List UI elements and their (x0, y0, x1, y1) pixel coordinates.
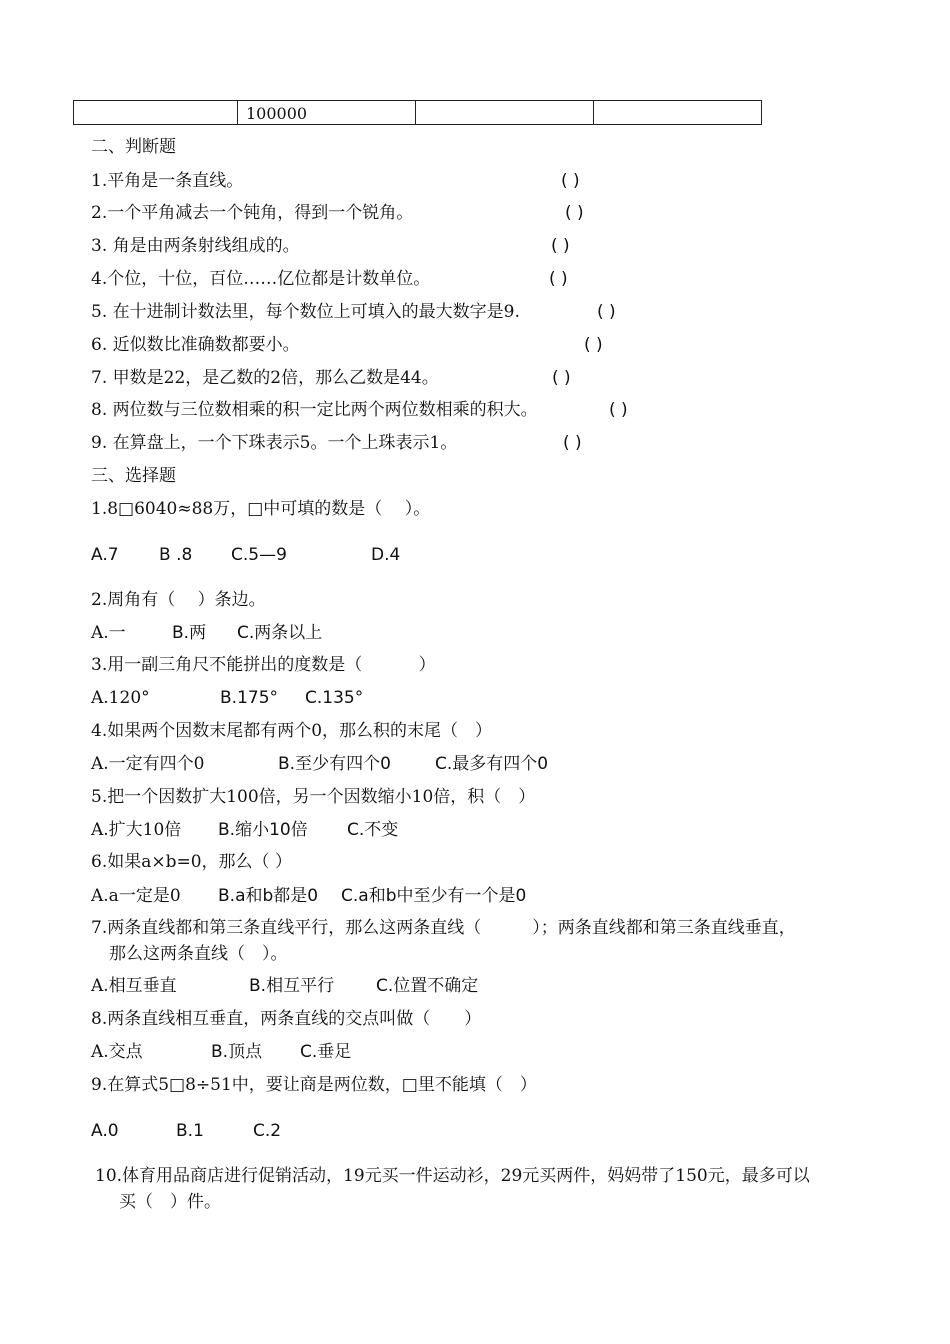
option-c[interactable]: C.不变 (347, 820, 399, 840)
option-b[interactable]: B.相互平行 (249, 976, 335, 996)
option-c[interactable]: C.a和b中至少有一个是0 (341, 886, 527, 906)
option-b[interactable]: B.顶点 (211, 1042, 263, 1062)
question-7-continued: 那么这两条直线（ ）。 (109, 944, 288, 964)
answer-blank[interactable]: ( ) (561, 171, 580, 191)
option-a[interactable]: A.一定有四个0 (91, 754, 205, 774)
question-10: 10.体育用品商店进行促销活动，19元买一件运动衫，29元买两件，妈妈带了150元，最多可以 (95, 1166, 810, 1186)
question-8: 8.两条直线相互垂直，两条直线的交点叫做（ ） (91, 1009, 482, 1029)
option-a[interactable]: A.a一定是0 (91, 886, 181, 906)
answer-blank[interactable]: ( ) (551, 236, 570, 256)
section-title-choice: 三、选择题 (91, 466, 176, 486)
question-7: 7.两条直线都和第三条直线平行，那么这两条直线（ ）；两条直线都和第三条直线垂直， (91, 918, 796, 938)
judgement-item: 7. 甲数是22，是乙数的2倍，那么乙数是44。 (91, 368, 439, 388)
answer-blank[interactable]: ( ) (552, 368, 571, 388)
option-a[interactable]: A.7 (91, 545, 119, 565)
option-a[interactable]: A.相互垂直 (91, 976, 177, 996)
table-cell (74, 101, 238, 124)
question-2: 2.周角有（ ）条边。 (91, 590, 266, 610)
option-c[interactable]: C.垂足 (300, 1042, 352, 1062)
answer-blank[interactable]: ( ) (597, 302, 616, 322)
option-b[interactable]: B .8 (159, 545, 193, 565)
option-b[interactable]: B.1 (176, 1121, 204, 1141)
judgement-item: 6. 近似数比准确数都要小。 (91, 335, 300, 355)
option-c[interactable]: C.2 (253, 1121, 282, 1141)
question-9: 9.在算式5□8÷51中，要让商是两位数，□里不能填（ ） (91, 1075, 537, 1095)
answer-blank[interactable]: ( ) (584, 335, 603, 355)
option-a[interactable]: A.扩大10倍 (91, 820, 182, 840)
answer-blank[interactable]: ( ) (609, 400, 628, 420)
question-6: 6.如果a×b=0，那么（ ） (91, 852, 292, 872)
answer-blank[interactable]: ( ) (563, 433, 582, 453)
option-c[interactable]: C.最多有四个0 (435, 754, 549, 774)
option-a[interactable]: A.0 (91, 1121, 119, 1141)
option-b[interactable]: B.缩小10倍 (218, 820, 308, 840)
question-1: 1.8□6040≈88万，□中可填的数是（ ）。 (91, 499, 431, 519)
table-cell: 100000 (238, 101, 416, 124)
question-5: 5.把一个因数扩大100倍，另一个因数缩小10倍，积（ ） (91, 787, 536, 807)
option-c[interactable]: C.135° (305, 688, 364, 708)
answer-table (73, 100, 762, 125)
judgement-item: 2.一个平角减去一个钝角，得到一个锐角。 (91, 203, 414, 223)
option-b[interactable]: B.两 (172, 623, 207, 643)
judgement-item: 8. 两位数与三位数相乘的积一定比两个两位数相乘的积大。 (91, 400, 538, 420)
section-title-judgement: 二、判断题 (91, 137, 176, 157)
option-c[interactable]: C.5—9 (231, 545, 287, 565)
judgement-item: 4.个位，十位，百位……亿位都是计数单位。 (91, 269, 431, 289)
question-10-continued: 买（ ）件。 (119, 1192, 221, 1212)
option-b[interactable]: B.a和b都是0 (218, 886, 319, 906)
judgement-item: 5. 在十进制计数法里，每个数位上可填入的最大数字是9. (91, 302, 520, 322)
option-b[interactable]: B.至少有四个0 (278, 754, 391, 774)
judgement-item: 9. 在算盘上，一个下珠表示5。一个上珠表示1。 (91, 433, 458, 453)
option-c[interactable]: C.位置不确定 (376, 976, 479, 996)
option-a[interactable]: A.一 (91, 623, 126, 643)
table-cell (416, 101, 594, 124)
answer-blank[interactable]: ( ) (565, 203, 584, 223)
option-b[interactable]: B.175° (220, 688, 279, 708)
judgement-item: 3. 角是由两条射线组成的。 (91, 236, 300, 256)
option-d[interactable]: D.4 (371, 545, 401, 565)
answer-blank[interactable]: ( ) (549, 269, 568, 289)
table-cell (594, 101, 761, 124)
option-c[interactable]: C.两条以上 (237, 623, 323, 643)
option-a[interactable]: A.交点 (91, 1042, 143, 1062)
option-a[interactable]: A.120° (91, 688, 150, 708)
question-3: 3.用一副三角尺不能拼出的度数是（ ） (91, 655, 436, 675)
question-4: 4.如果两个因数末尾都有两个0，那么积的末尾（ ） (91, 721, 493, 741)
judgement-item: 1.平角是一条直线。 (91, 171, 244, 191)
